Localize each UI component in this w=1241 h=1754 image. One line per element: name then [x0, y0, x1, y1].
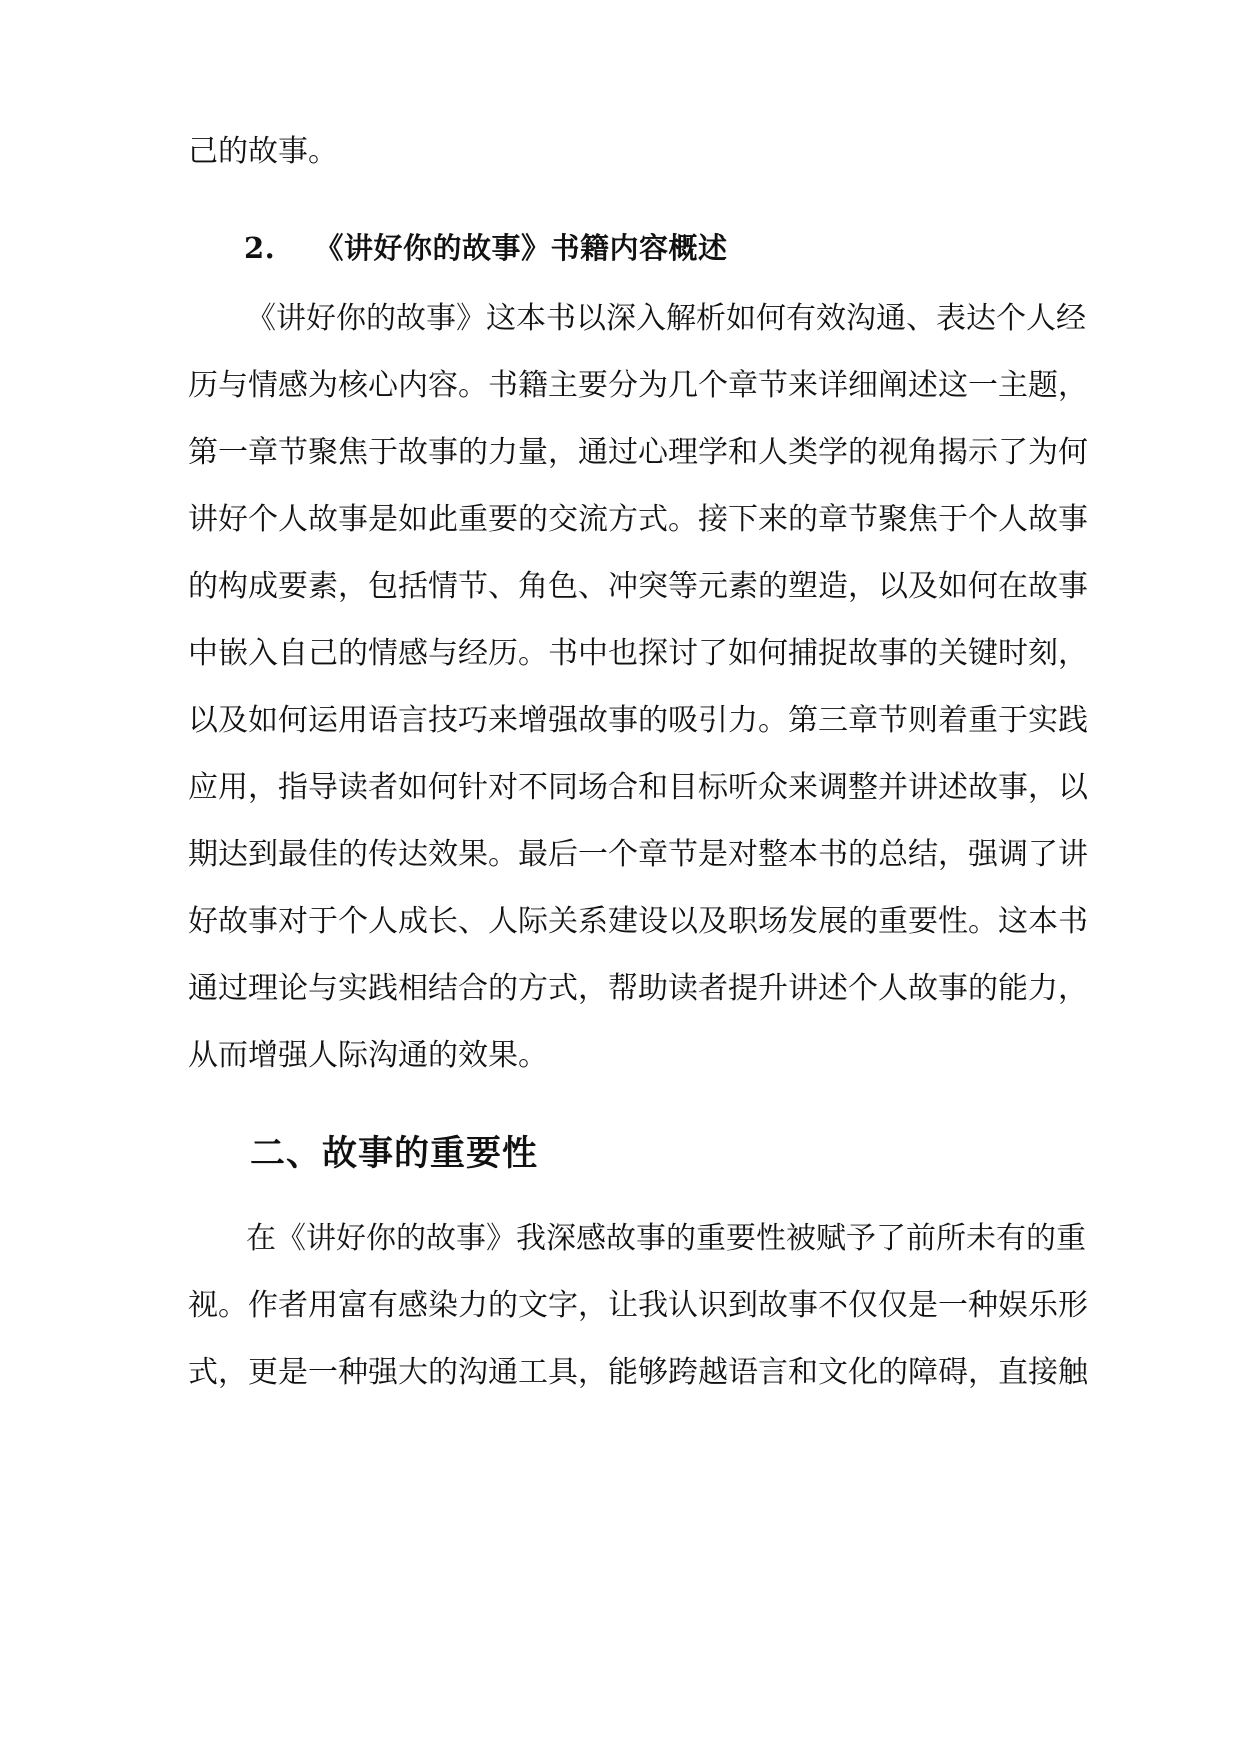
- paragraph-line: 从而增强人际沟通的效果。: [188, 1038, 548, 1073]
- paragraph-line: 好故事对于个人成长、人际关系建设以及职场发展的重要性。这本书: [188, 904, 1088, 939]
- paragraph-line: 第一章节聚焦于故事的力量，通过心理学和人类学的视角揭示了为何: [188, 435, 1088, 470]
- paragraph-line: 的构成要素，包括情节、角色、冲突等元素的塑造，以及如何在故事: [188, 569, 1088, 604]
- section-heading: 二、故事的重要性: [250, 1133, 539, 1174]
- subsection-heading: [244, 228, 728, 268]
- paragraph-line: 己的故事。: [188, 134, 338, 169]
- subsection-title: 《讲好你的故事》书籍内容概述: [314, 231, 728, 265]
- paragraph-line: 历与情感为核心内容。书籍主要分为几个章节来详细阐述这一主题，: [188, 368, 1088, 403]
- paragraph-line: 在《讲好你的故事》我深感故事的重要性被赋予了前所未有的重: [246, 1221, 1086, 1256]
- paragraph-line: 讲好个人故事是如此重要的交流方式。接下来的章节聚焦于个人故事: [188, 502, 1088, 537]
- paragraph-line: 期达到最佳的传达效果。最后一个章节是对整本书的总结，强调了讲: [188, 837, 1088, 872]
- paragraph-line: 视。作者用富有感染力的文字，让我认识到故事不仅仅是一种娱乐形: [188, 1288, 1088, 1323]
- subsection-number: 2.: [244, 231, 276, 265]
- paragraph-line: 以及如何运用语言技巧来增强故事的吸引力。第三章节则着重于实践: [188, 703, 1088, 738]
- paragraph-line: 应用，指导读者如何针对不同场合和目标听众来调整并讲述故事，以: [188, 770, 1088, 805]
- paragraph-line: 中嵌入自己的情感与经历。书中也探讨了如何捕捉故事的关键时刻，: [188, 636, 1088, 671]
- paragraph-line: 式，更是一种强大的沟通工具，能够跨越语言和文化的障碍，直接触: [188, 1355, 1088, 1390]
- paragraph-line: 《讲好你的故事》这本书以深入解析如何有效沟通、表达个人经: [246, 301, 1086, 336]
- paragraph-line: 通过理论与实践相结合的方式，帮助读者提升讲述个人故事的能力，: [188, 971, 1088, 1006]
